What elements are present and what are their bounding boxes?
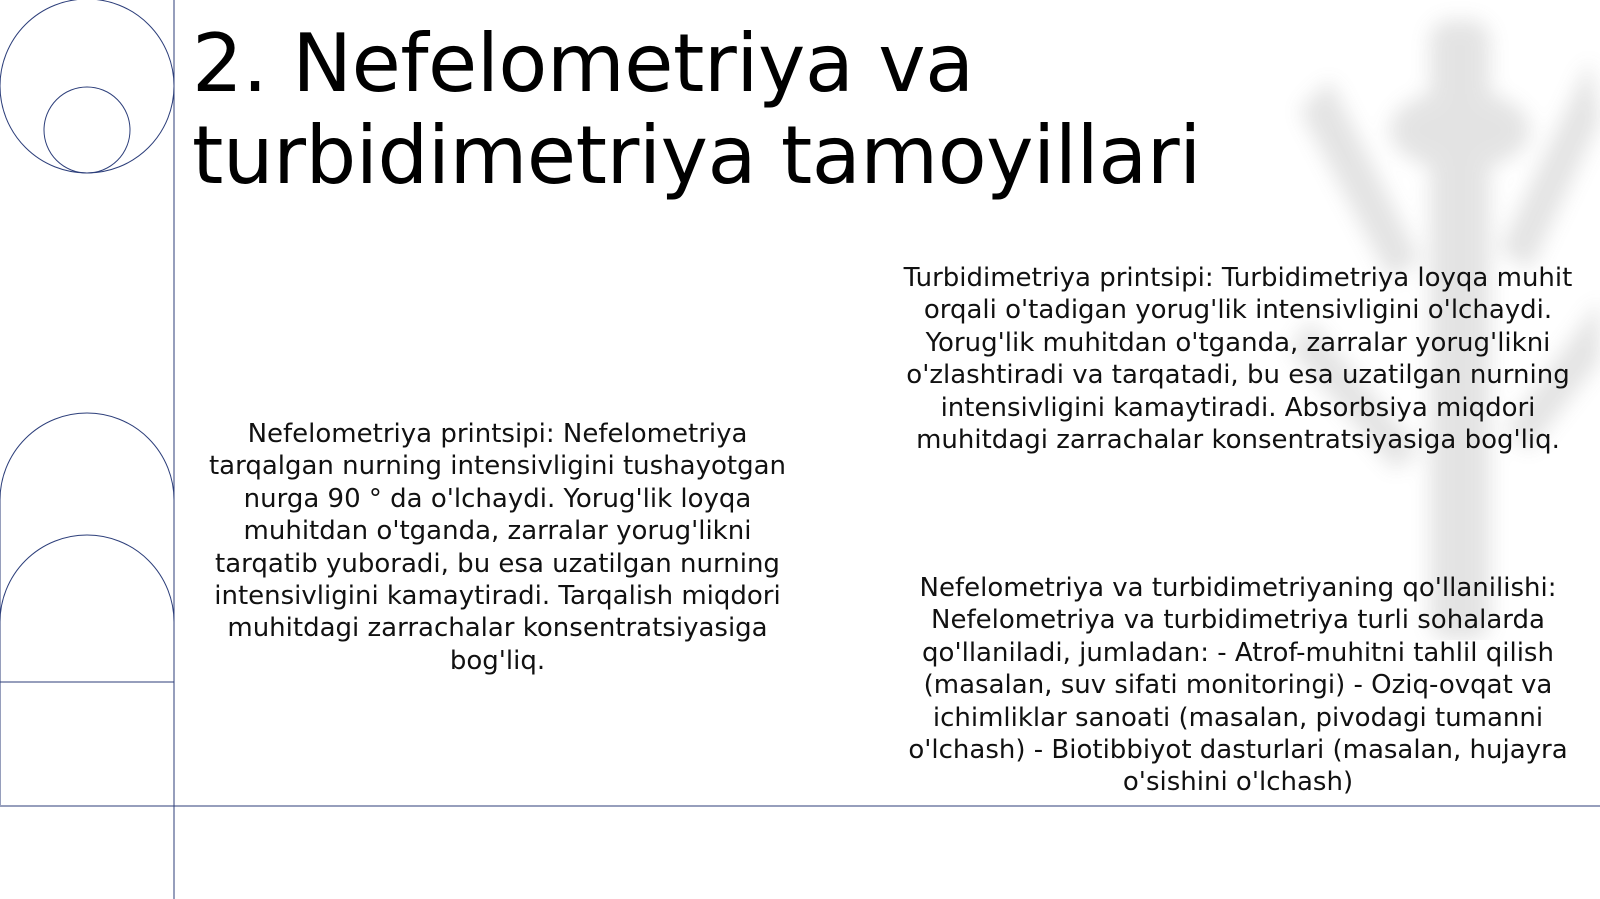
lower-arch <box>0 535 174 625</box>
upper-arch <box>0 413 174 505</box>
turbidimetry-principle-text: Turbidimetriya printsipi: Turbidimetriya loyqa muhit orqali o'tadigan yorug'lik intensivligini o'lchaydi. Yorug'lik muhitdan o'tganda, zarralar yorug'likni o'zlashtiradi va tarqatadi, bu esa uzatilgan nurning intensivligini kamaytiradi. Absorbsiya miqdori muhitdagi zarrachalar konsentratsiyasiga bog'liq. <box>903 263 1573 456</box>
slide-title: 2. Nefelometriya va turbidimetriya tamoyillari <box>192 17 1201 202</box>
small-circle <box>44 87 130 173</box>
nephelometry-principle-text: Nefelometriya printsipi: Nefelometriya tarqalgan nurning intensivligini tushayotgan nurga 90 ° da o'lchaydi. Yorug'lik loyqa muhitdan o'tganda, zarralar yorug'likni tarqatib yuboradi, bu esa uzatilgan nurning intensivligini kamaytiradi. Tarqalish miqdori muhitdagi zarrachalar konsentratsiyasiga bog'liq. <box>208 419 787 676</box>
applications-text: Nefelometriya va turbidimetriyaning qo'llanilishi: Nefelometriya va turbidimetriya turli sohalarda qo'llaniladi, jumladan: - Atrof-muhitni tahlil qilish (masalan, suv sifati monitoringi) - Oziq-ovqat va ichimliklar sanoati (masalan, pivodagi tumanni o'lchash) - Biotibbiyot dasturlari (masalan, hujayra o'sishini o'lchash) <box>908 573 1568 798</box>
